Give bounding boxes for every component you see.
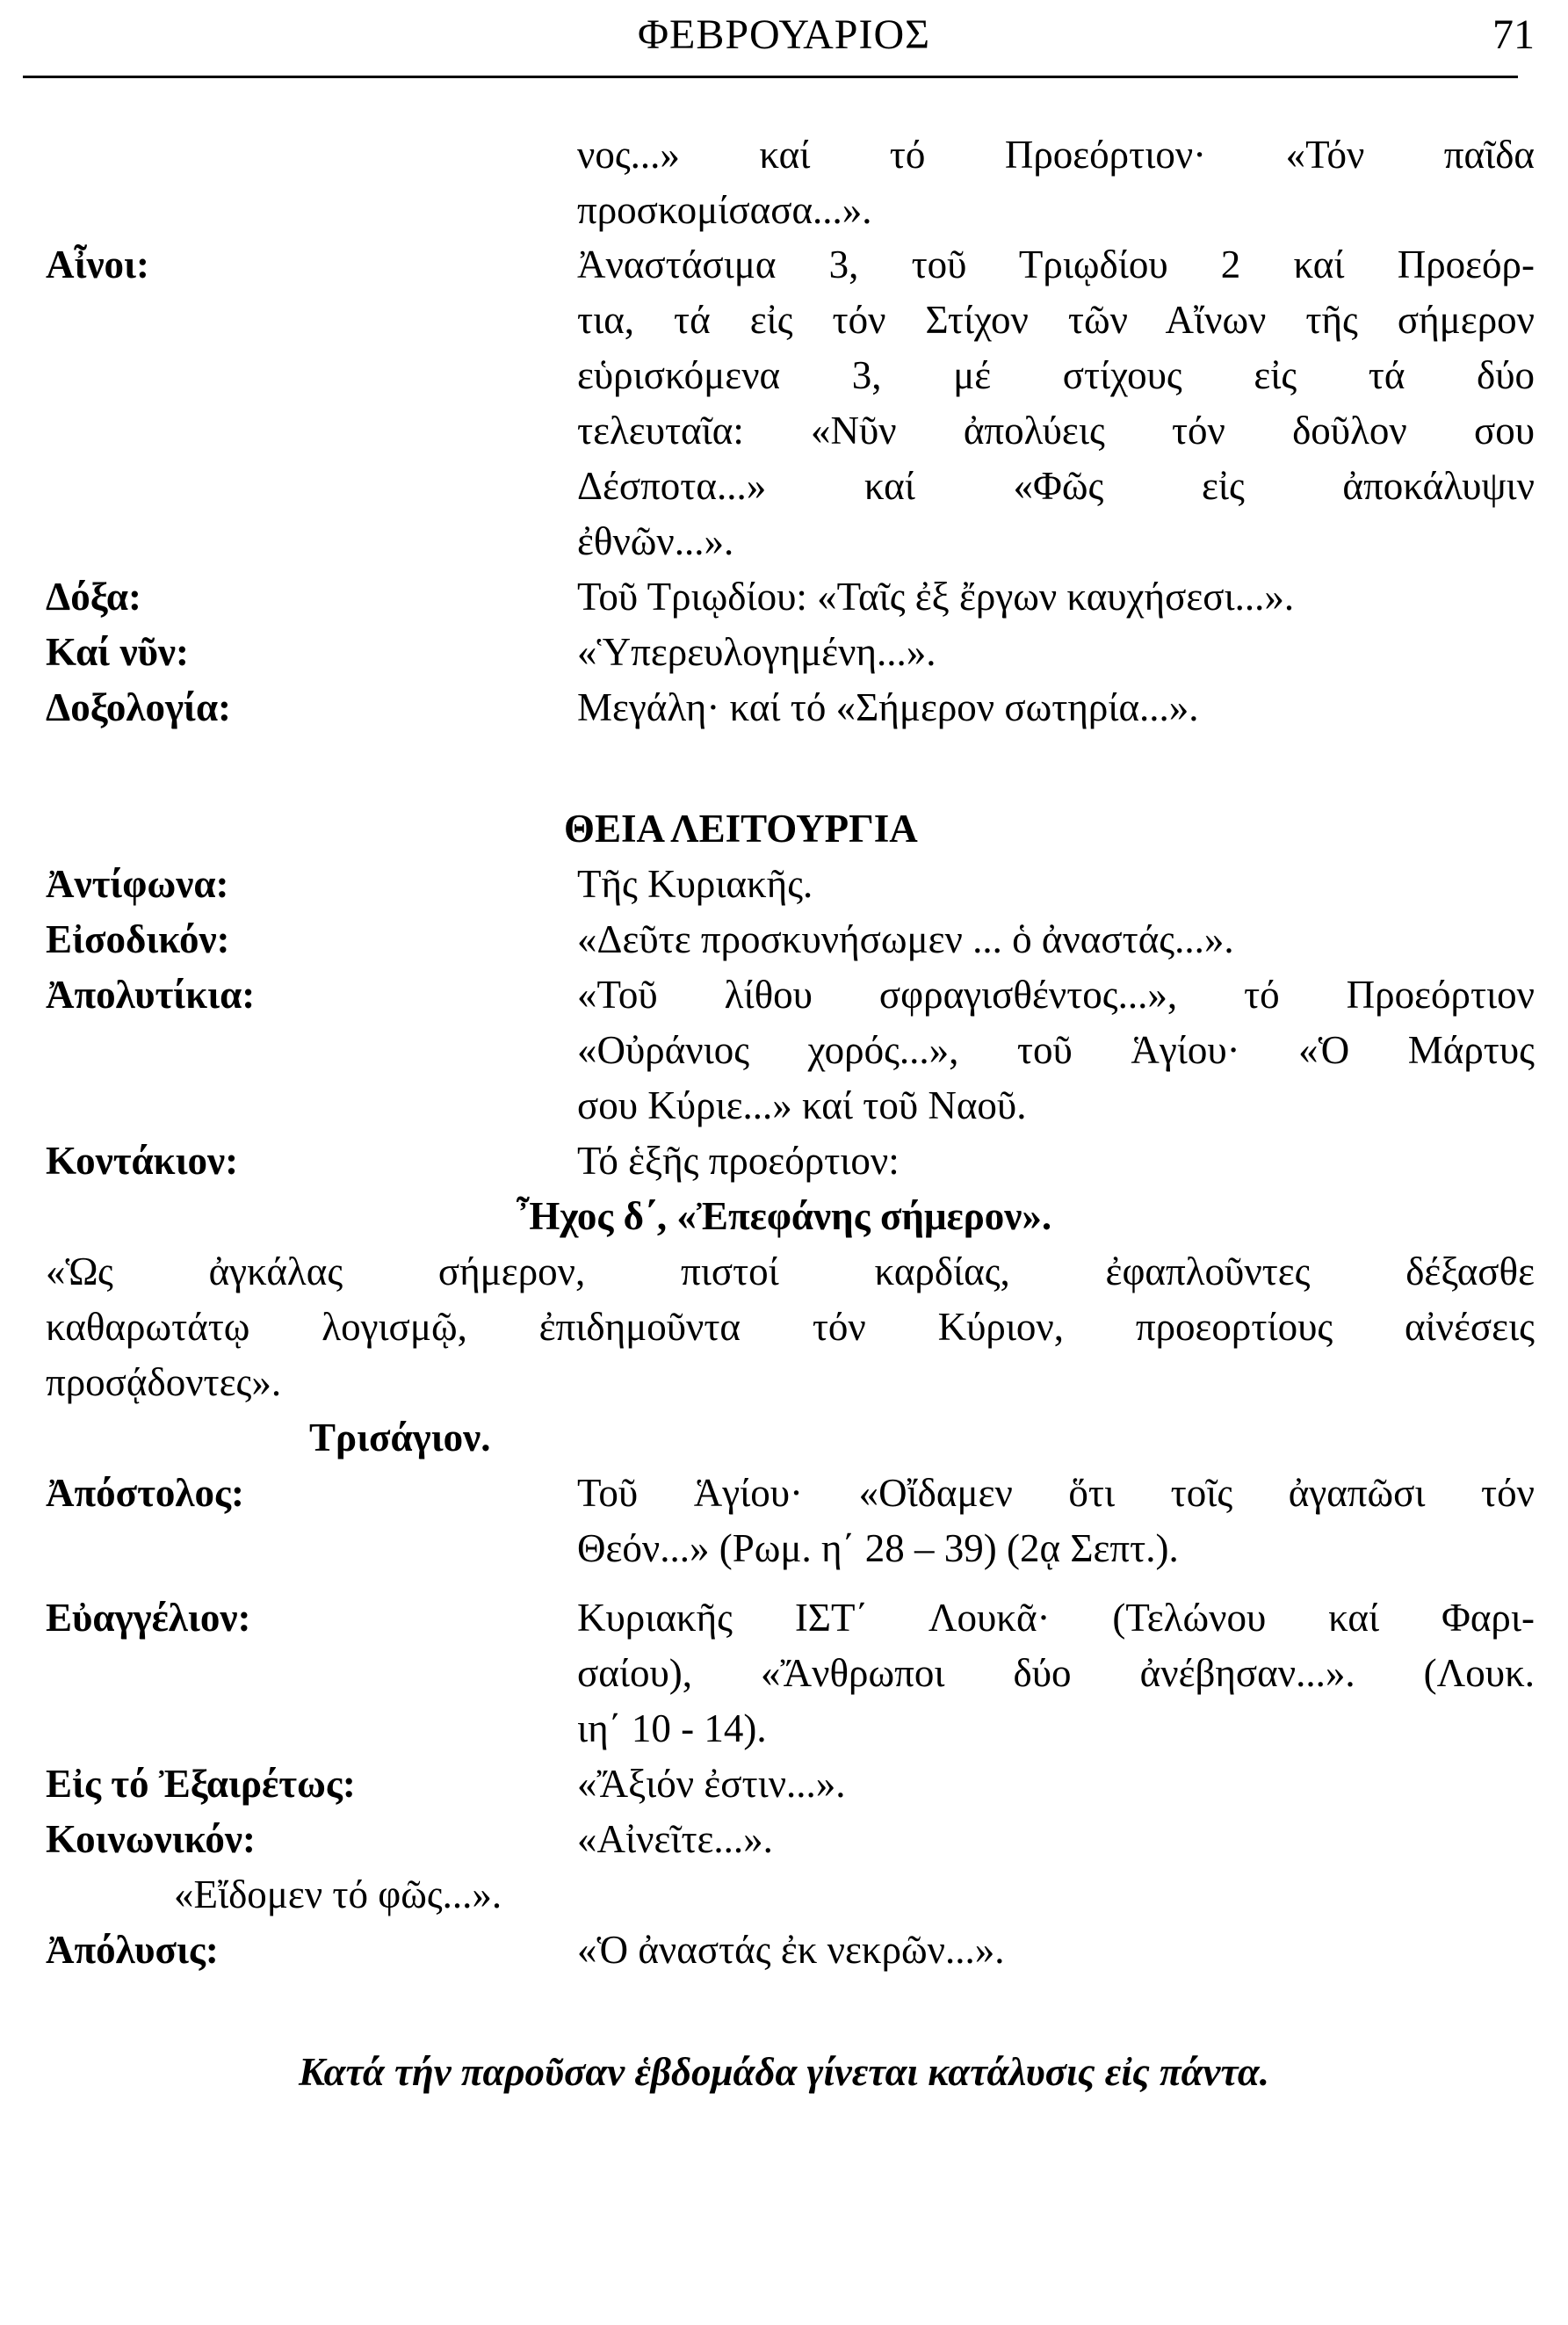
text-line: «Τοῦ λίθου σφραγισθέντος...», τό Προεόρτιον: [577, 973, 1535, 1017]
text-line: Τό ἑξῆς προεόρτιον:: [577, 1139, 900, 1183]
text-line: Τοῦ Τριῳδίου: «Ταῖς ἐξ ἔργων καυχήσεσι...».: [577, 575, 1295, 619]
text-line: «Αἰνεῖτε...».: [577, 1817, 773, 1861]
label-doxologia: Δοξολογία:: [46, 685, 232, 729]
label-doxa: Δόξα:: [46, 575, 141, 619]
text-line: «Ἄξιόν ἐστιν...».: [577, 1762, 846, 1806]
page-header-title: ΦΕΒΡΟΥΑΡΙΟΣ: [637, 11, 931, 58]
label-kontakion: Κοντάκιον:: [46, 1139, 239, 1183]
text-line: Κυριακῆς ΙΣΤ΄ Λουκᾶ· (Τελώνου καί Φαρι-: [577, 1596, 1535, 1640]
text-line: εὑρισκόμενα 3, μέ στίχους εἰς τά δύο: [577, 353, 1535, 397]
label-eis-to-exairetos: Εἰς τό Ἐξαιρέτως:: [46, 1762, 356, 1806]
text-line: τελευταῖα: «Νῦν ἀπολύεις τόν δοῦλον σου: [577, 409, 1535, 453]
label-eisodikon: Εἰσοδικόν:: [46, 917, 230, 961]
text-line: Θεόν...» (Ρωμ. η΄ 28 – 39) (2ᾳ Σεπτ.).: [577, 1526, 1179, 1570]
label-apolytikia: Ἀπολυτίκια:: [46, 973, 256, 1017]
label-kai-nyn: Καί νῦν:: [46, 630, 190, 674]
label-evangelion: Εὐαγγέλιον:: [46, 1596, 251, 1640]
label-koinonikon: Κοινωνικόν:: [46, 1817, 256, 1861]
text-line: σου Κύριε...» καί τοῦ Ναοῦ.: [577, 1083, 1027, 1127]
label-ainoi: Αἶνοι:: [46, 243, 149, 286]
text-line: «Δεῦτε προσκυνήσωμεν ... ὁ ἀναστάς...».: [577, 917, 1234, 961]
text-line: «Ὑπερευλογημένη...».: [577, 630, 936, 674]
text-line: «Εἴδομεν τό φῶς...».: [174, 1872, 502, 1916]
text-line: τια, τά εἰς τόν Στίχον τῶν Αἴνων τῆς σήμερον: [577, 298, 1535, 342]
trisagion-label: Τρισάγιον.: [309, 1416, 491, 1459]
text-line: προσκομίσασα...».: [577, 188, 872, 232]
text-line: καθαρωτάτῳ λογισμῷ, ἐπιδημοῦντα τόν Κύριον, προεορτίους αἰνέσεις: [46, 1305, 1535, 1349]
text-line: «Οὐράνιος χορός...», τοῦ Ἁγίου· «Ὁ Μάρτυς: [577, 1028, 1535, 1072]
header-rule: [23, 76, 1518, 78]
text-line: προσᾴδοντες».: [46, 1360, 282, 1404]
text-line: Ἀναστάσιμα 3, τοῦ Τριῳδίου 2 καί Προεόρ-: [577, 243, 1535, 286]
text-line: Τοῦ Ἁγίου· «Οἴδαμεν ὅτι τοῖς ἀγαπῶσι τόν: [577, 1471, 1535, 1515]
label-apostolos: Ἀπόστολος:: [46, 1471, 244, 1515]
text-line: ιη΄ 10 - 14).: [577, 1706, 767, 1750]
closing-note: Κατά τήν παροῦσαν ἑβδομάδα γίνεται κατάλυσις εἰς πάντα.: [299, 2050, 1269, 2094]
text-line: ἐθνῶν...».: [577, 519, 734, 563]
section-heading: ΘΕΙΑ ΛΕΙΤΟΥΡΓΙΑ: [564, 807, 918, 851]
text-line: «Ὁ ἀναστάς ἐκ νεκρῶν...».: [577, 1928, 1005, 1972]
echos-heading: Ἦχος δ΄, «Ἐπεφάνης σήμερον».: [516, 1194, 1052, 1238]
text-line: «Ὡς ἀγκάλας σήμερον, πιστοί καρδίας, ἐφαπλοῦντες δέξασθε: [46, 1249, 1535, 1293]
text-line: νος...» καί τό Προεόρτιον· «Τόν παῖδα: [577, 133, 1535, 177]
text-line: Μεγάλη· καί τό «Σήμερον σωτηρία...».: [577, 685, 1199, 729]
text-line: Τῆς Κυριακῆς.: [577, 862, 813, 906]
label-antifona: Ἀντίφωνα:: [46, 862, 229, 906]
label-apolysis: Ἀπόλυσις:: [46, 1928, 219, 1972]
text-line: σαίου), «Ἄνθρωποι δύο ἀνέβησαν...». (Λουκ.: [577, 1651, 1535, 1695]
text-line: Δέσποτα...» καί «Φῶς εἰς ἀποκάλυψιν: [577, 464, 1535, 508]
page-number: 71: [1492, 11, 1535, 58]
